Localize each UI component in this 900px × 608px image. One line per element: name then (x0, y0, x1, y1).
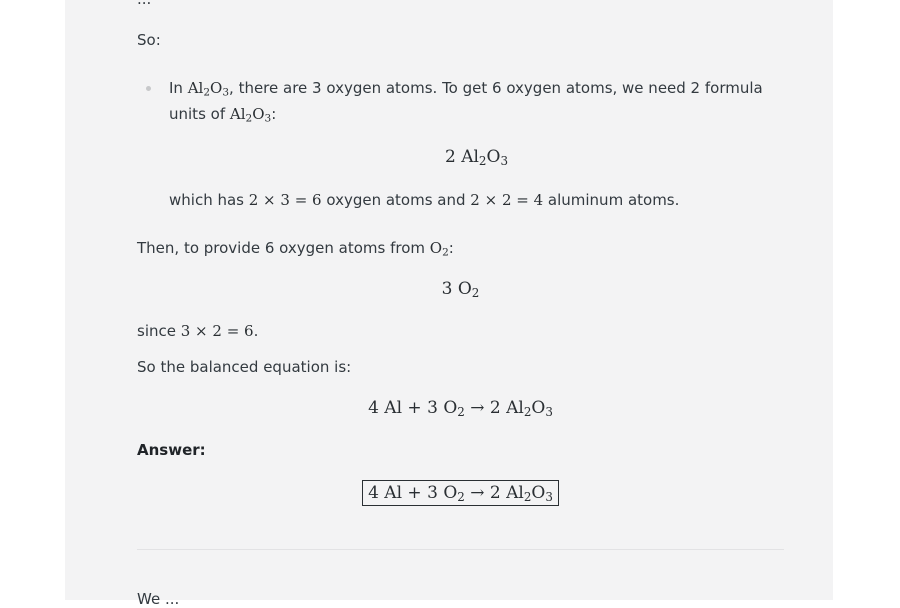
balanced-paragraph: So the balanced equation is: (137, 358, 352, 376)
chat-panel (65, 0, 833, 608)
formula-al2o3: $Al_2O_3$ (187, 79, 230, 99)
formula-o2: $O_2$ (429, 239, 449, 259)
which-has-paragraph: which has 2 × 3 = 6 oxygen atoms and 2 × 2 = 4 aluminum atoms. (169, 191, 680, 209)
list-item: In $Al_2O_3$, there are 3 oxygen atoms. To get 6 oxygen atoms, we need 2 formula units of $Al_2O_3$: (169, 79, 763, 125)
partial-line-top (137, 0, 151, 8)
answer-box: 4 Al + 3 $O_2 \to 2$ $Al_2O_3$ (362, 480, 559, 506)
so-paragraph: So: (137, 31, 161, 49)
section-divider (137, 549, 784, 550)
display-balanced-equation: 4 Al + 3 $O_2 \to 2$ $Al_2O_3$ (368, 398, 553, 419)
display-3o2: 3 $O_2$ (441, 279, 480, 300)
bullet-icon (146, 86, 151, 91)
boxed-answer (137, 480, 784, 506)
then-paragraph: Then, to provide 6 oxygen atoms from $O_2$: (137, 239, 454, 259)
formula-al2o3: $Al_2O_3$ (229, 105, 272, 125)
answer-heading: Answer: (137, 441, 206, 459)
partial-line-bottom: We ... (137, 590, 180, 608)
display-2al2o3: 2 $Al_2O_3$ (444, 147, 509, 168)
since-paragraph: since 3 × 2 = 6. (137, 322, 259, 340)
